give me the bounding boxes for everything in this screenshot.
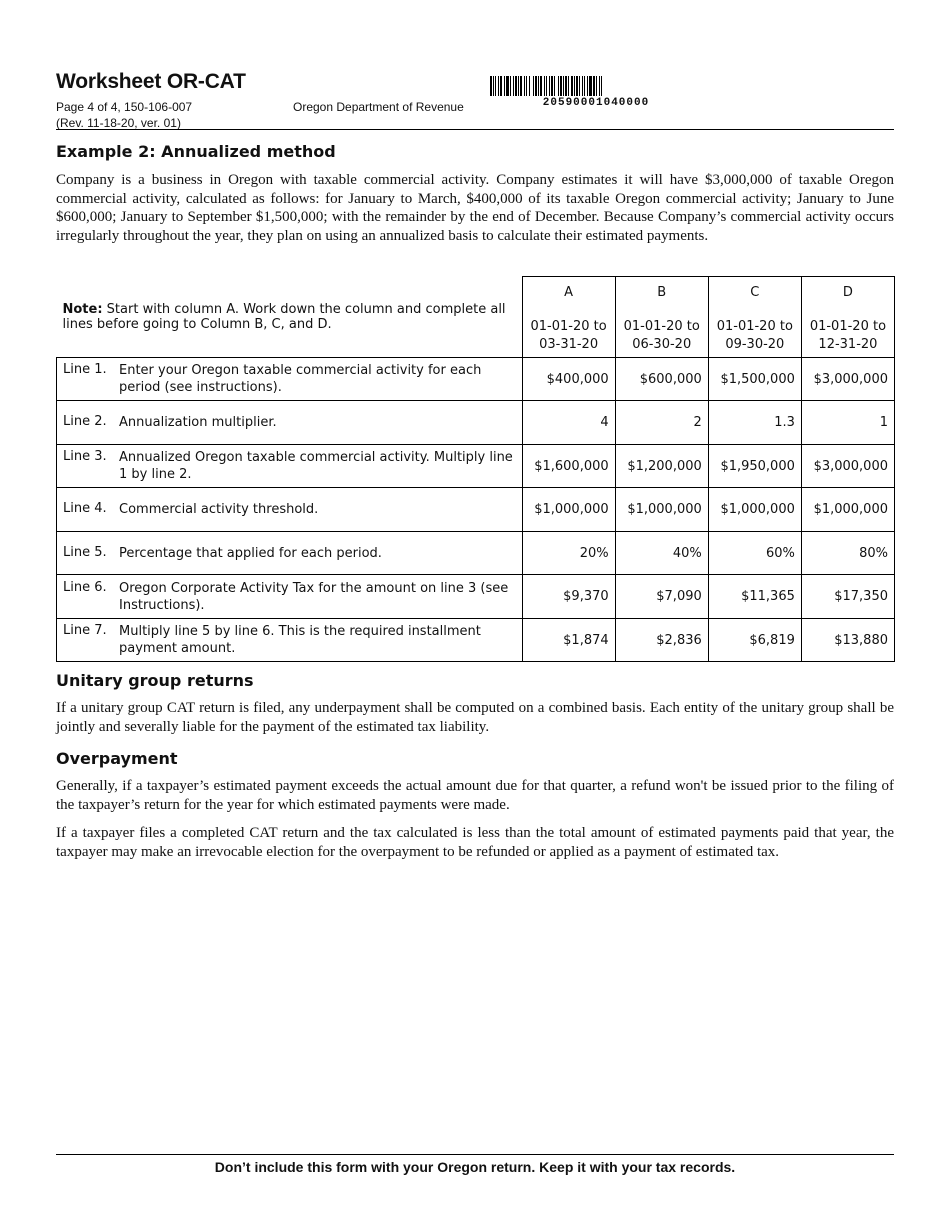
line-label: Line 1. xyxy=(63,362,107,377)
unitary-paragraph: If a unitary group CAT return is filed, any underpayment shall be computed on a combined basis. Each entity of the unitary group shall be jointly and severally liable for the payment of the estimated tax liability. xyxy=(56,700,894,735)
table-row-line-3 xyxy=(57,445,895,488)
row-description-cell xyxy=(57,445,523,488)
line-description: Percentage that applied for each period. xyxy=(119,545,382,561)
column-range-start: 01-01-20 to xyxy=(530,319,607,334)
value-cell-d: 80% xyxy=(801,532,894,575)
value-cell-c: 60% xyxy=(708,532,801,575)
overpayment-heading: Overpayment xyxy=(56,749,178,768)
column-range-end: 03-31-20 xyxy=(539,337,599,352)
line-label: Line 7. xyxy=(63,623,107,638)
page-number: Page 4 of 4, 150-106-007 xyxy=(56,100,193,114)
value-cell-a: $400,000 xyxy=(522,358,615,401)
row-description-cell xyxy=(57,532,523,575)
form-title: Worksheet OR-CAT xyxy=(56,70,246,93)
table-row-line-5 xyxy=(57,532,895,575)
column-range-end: 12-31-20 xyxy=(818,337,878,352)
line-label: Line 5. xyxy=(63,544,107,560)
worksheet-page xyxy=(56,0,894,1230)
line-label: Line 3. xyxy=(63,449,107,464)
value-cell-b: $7,090 xyxy=(615,575,708,619)
line-description: Enter your Oregon taxable commercial activity for each period (see instructions). xyxy=(119,363,482,395)
value-cell-b: $1,200,000 xyxy=(615,445,708,488)
column-letter: B xyxy=(657,285,667,300)
value-cell-a: 20% xyxy=(522,532,615,575)
annualized-worksheet-table xyxy=(56,276,895,662)
department-name: Oregon Department of Revenue xyxy=(293,100,464,114)
example-heading: Example 2: Annualized method xyxy=(56,142,336,161)
value-cell-d: $17,350 xyxy=(801,575,894,619)
line-description: Annualization multiplier. xyxy=(119,415,277,430)
value-cell-d: $1,000,000 xyxy=(801,488,894,532)
value-cell-d: $3,000,000 xyxy=(801,358,894,401)
value-cell-d: $3,000,000 xyxy=(801,445,894,488)
line-description: Oregon Corporate Activity Tax for the amount on line 3 (see Instructions). xyxy=(119,580,509,613)
overpayment-paragraph-2: If a taxpayer files a completed CAT return and the tax calculated is less than the total amount of estimated payments paid that year, the taxpayer may make an irrevocable election for the overpayment to be refunded or applied as a payment of estimated tax. xyxy=(56,825,894,860)
line-description: Commercial activity threshold. xyxy=(119,502,319,517)
table-header-row xyxy=(57,277,895,358)
line-label: Line 4. xyxy=(63,501,107,516)
value-cell-a: 4 xyxy=(522,401,615,445)
table-note xyxy=(57,277,523,358)
row-description-cell xyxy=(57,575,523,619)
barcode-number: 20590001040000 xyxy=(542,97,650,109)
value-cell-b: $1,000,000 xyxy=(615,488,708,532)
value-cell-b: $2,836 xyxy=(615,619,708,662)
value-cell-a: $1,874 xyxy=(522,619,615,662)
value-cell-b: 40% xyxy=(615,532,708,575)
column-header-d xyxy=(801,277,894,358)
line-description: Multiply line 5 by line 6. This is the required installment payment amount. xyxy=(119,624,481,656)
value-cell-a: $1,600,000 xyxy=(522,445,615,488)
row-description-cell xyxy=(57,358,523,401)
overpayment-paragraph-1: Generally, if a taxpayer’s estimated payment exceeds the actual amount due for that quarter, a refund won't be issued prior to the filing of the taxpayer’s return for the year for which estimated payments were made. xyxy=(56,778,894,813)
column-letter: C xyxy=(750,285,760,300)
column-header-a xyxy=(522,277,615,358)
row-description-cell xyxy=(57,488,523,532)
table-row-line-2 xyxy=(57,401,895,445)
column-letter: A xyxy=(564,285,574,300)
footer-divider xyxy=(56,1154,894,1155)
column-range-end: 06-30-20 xyxy=(632,337,692,352)
row-description-cell xyxy=(57,619,523,662)
footer-notice: Don’t include this form with your Oregon return. Keep it with your tax records. xyxy=(214,1159,736,1175)
value-cell-c: $11,365 xyxy=(708,575,801,619)
table-row-line-7 xyxy=(57,619,895,662)
value-cell-c: $1,950,000 xyxy=(708,445,801,488)
table-row-line-6 xyxy=(57,575,895,619)
column-range-start: 01-01-20 to xyxy=(623,319,700,334)
revision-info: (Rev. 11-18-20, ver. 01) xyxy=(56,116,181,130)
note-label: Note: xyxy=(62,301,103,317)
value-cell-d: 1 xyxy=(801,401,894,445)
value-cell-b: $600,000 xyxy=(615,358,708,401)
unitary-heading: Unitary group returns xyxy=(56,671,254,690)
value-cell-c: $1,000,000 xyxy=(708,488,801,532)
example-paragraph: Company is a business in Oregon with taxable commercial activity. Company estimates it will have $3,000,000 of taxable Oregon commercial activity, calculated as follows: for January to March, $400,000 of its taxable Oregon commercial activity; January to June $600,000; January to September $1,500,000; with the remainder by the end of December. Because Company’s commercial activity occurs irregularly throughout the year, they plan on using an annualized basis to calculate their estimated payments. xyxy=(56,172,894,245)
column-header-c xyxy=(708,277,801,358)
barcode-image xyxy=(490,76,702,96)
value-cell-c: $1,500,000 xyxy=(708,358,801,401)
column-header-b xyxy=(615,277,708,358)
table-row-line-4 xyxy=(57,488,895,532)
line-label: Line 2. xyxy=(63,414,107,429)
value-cell-a: $9,370 xyxy=(522,575,615,619)
header-divider xyxy=(56,129,894,130)
row-description-cell xyxy=(57,401,523,445)
table-row-line-1 xyxy=(57,358,895,401)
column-range-end: 09-30-20 xyxy=(725,337,785,352)
column-range-start: 01-01-20 to xyxy=(809,319,887,334)
column-letter: D xyxy=(842,285,853,300)
value-cell-d: $13,880 xyxy=(801,619,894,662)
value-cell-c: $6,819 xyxy=(708,619,801,662)
value-cell-b: 2 xyxy=(615,401,708,445)
line-description: Annualized Oregon taxable commercial activity. Multiply line 1 by line 2. xyxy=(119,450,513,482)
line-label: Line 6. xyxy=(63,579,107,595)
note-text: Start with column A. Work down the column and complete all lines before going to Column B, C, and D. xyxy=(62,301,506,332)
value-cell-a: $1,000,000 xyxy=(522,488,615,532)
column-range-start: 01-01-20 to xyxy=(716,319,793,334)
value-cell-c: 1.3 xyxy=(708,401,801,445)
